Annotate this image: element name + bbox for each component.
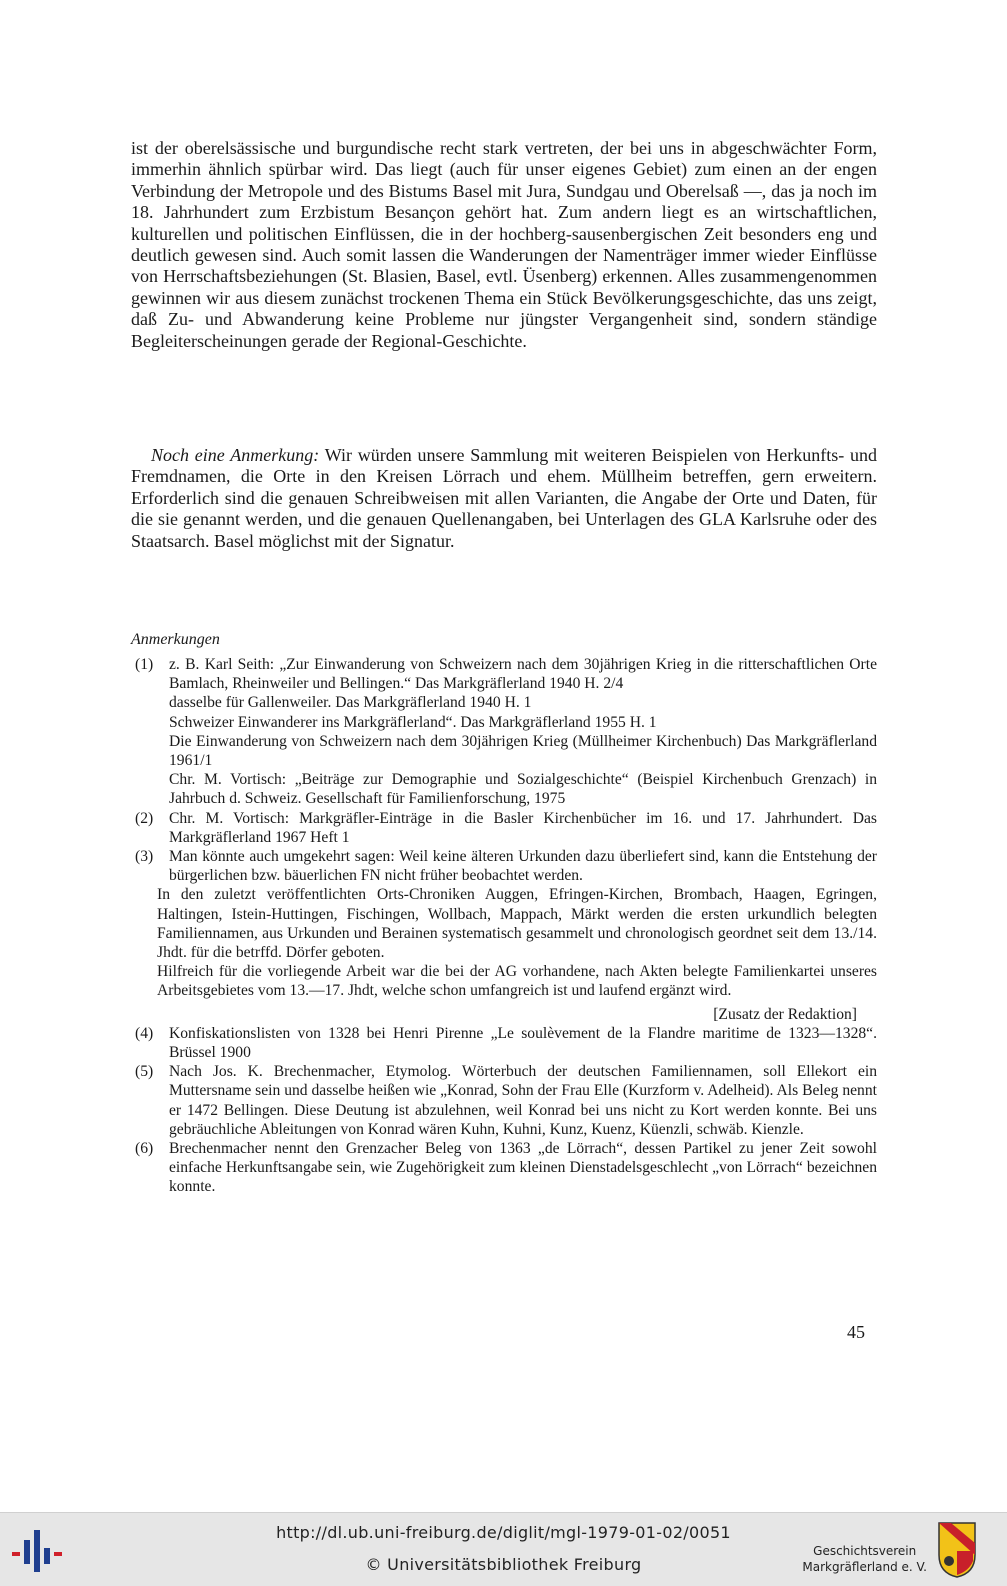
page-number: 45 xyxy=(847,1322,865,1342)
footer-copyright: © Universitätsbibliothek Freiburg xyxy=(365,1555,642,1574)
footnote-line: z. B. Karl Seith: „Zur Einwanderung von Schweizern nach dem 30jährigen Krieg in die ritterschaftlichen Orte Bamlach, Rheinweiler und Bellingen.“ Das Markgräflerland 1940 H. 2/4 xyxy=(169,656,877,693)
footnote-line: Die Einwanderung von Schweizern nach dem 30jährigen Krieg (Müllheimer Kirchenbuch) Das Markgräflerland 1961/1 xyxy=(169,732,877,770)
footnotes xyxy=(131,655,877,1197)
footnote-1 xyxy=(131,655,877,809)
paragraph-lead: Noch eine Anmerkung: xyxy=(151,445,320,465)
footnote-paragraph: In den zuletzt veröffentlichten Orts-Chroniken Auggen, Efringen-Kirchen, Brombach, Haagen, Egringen, Haltingen, Istein-Huttingen, Fischingen, Wollbach, Mappach, Märkt werden die ersten urkundlich belegten Familiennamen, aus Urkunden und Berainen systematisch gesammelt und chronologisch geordnet seit dem 13./14. Jhdt. für die betrffd. Dörfer geboten. xyxy=(157,886,877,962)
footnote-line: Schweizer Einwanderer ins Markgräflerland“. Das Markgräflerland 1955 H. 1 xyxy=(169,713,657,731)
footnote-4 xyxy=(131,1024,877,1062)
footnote-3-continuation xyxy=(131,885,877,1023)
society-name xyxy=(802,1543,927,1575)
footnote-paragraph: Hilfreich für die vorliegende Arbeit war die bei der AG vorhandene, nach Akten belegte Familienkartei unseres Arbeitsgebietes vom 13.—17. Jhdt, welche schon umfangreich ist und laufend ergänzt wird. xyxy=(157,963,877,1000)
notes-heading: Anmerkungen xyxy=(131,631,220,648)
footnote-number: (5) xyxy=(135,1063,154,1081)
footnote-body xyxy=(169,655,877,809)
footnote-number: (4) xyxy=(135,1024,154,1042)
footnote-number: (6) xyxy=(135,1140,154,1158)
footnote-2 xyxy=(131,809,877,847)
paragraph-text: Wir würden unsere Sammlung mit weiteren Beispielen von Herkunfts- und Fremdnamen, die Orte in den Kreisen Lörrach und ehem. Müllheim betreffen, gern erweitern. Erforderlich sind die genauen Schreibweisen mit allen Varianten, die Angabe der Orte und Daten, für die sie genannt werden, und die genauen Quellenangaben, bei Unterlagen des GLA Karlsruhe oder des Staatsarch. Basel möglichst mit der Signatur. xyxy=(131,445,877,551)
footnote-text: Nach Jos. K. Brechenmacher, Etymolog. Wörterbuch der deutschen Familiennamen, soll Ellekort ein Muttersname sein und dasselbe heißen wie „Konrad, Sohn der Frau Elle (Kurzform v. Adelheid). Als Beleg nennt er 1472 Bellingen. Diese Deutung ist abzulehnen, weil Konrad bei uns nicht zu Kort werden konnte. Bei uns gebräuchliche Ableitungen von Konrad wären Kuhn, Kuhni, Kunz, Kuenz, Küenzli, schwäb. Kienzle. xyxy=(169,1063,877,1138)
footer-url-link[interactable]: http://dl.ub.uni-freiburg.de/diglit/mgl-1979-01-02/0051 xyxy=(276,1523,731,1542)
body-paragraph-note xyxy=(131,445,877,552)
footer-bar xyxy=(0,1512,1007,1586)
footnote-text: Brechenmacher nennt den Grenzacher Beleg von 1363 „de Lörrach“, dessen Partikel zu jener Zeit sowohl einfache Herkunftsangabe sein, wie Zugehörigkeit zum kleinen Dienstadelsgeschlecht „von Lörrach“ bezeichnen konnte. xyxy=(169,1140,877,1196)
footnote-text: Man könnte auch umgekehrt sagen: Weil keine älteren Urkunden dazu überliefert sind, kann die Entstehung der bürgerlichen bzw. bäuerlichen FN nicht früher beobachtet werden. xyxy=(169,848,877,885)
footnote-number: (3) xyxy=(135,848,154,866)
coat-of-arms-icon xyxy=(937,1521,977,1579)
footnote-3 xyxy=(131,847,877,885)
footnote-5 xyxy=(131,1062,877,1139)
editorial-note: [Zusatz der Redaktion] xyxy=(713,1005,857,1023)
footnote-number: (2) xyxy=(135,809,154,827)
footnote-line: dasselbe für Gallenweiler. Das Markgräflerland 1940 H. 1 xyxy=(169,694,532,712)
society-line: Markgräflerland e. V. xyxy=(802,1560,927,1574)
footnote-number: (1) xyxy=(135,656,154,673)
body-paragraph: ist der oberelsässische und burgundische recht stark vertreten, der bei uns in abgeschwächter Form, immerhin ähnlich spürbar wird. Das liegt (auch für unser eigenes Gebiet) zum einen an der engen Verbindung der Metropole und des Bistums Basel mit Jura, Sundgau und Oberelsaß —, das ja noch im 18. Jahrhundert zum Erzbistum Besançon gehört hat. Zum andern liegt es an wirtschaftlichen, kulturellen und politischen Einflüssen, die in der hochberg-sausenbergischen Zeit besonders eng und deutlich gewesen sind. Auch somit lassen die Wanderungen der Namenträger immer wieder Einflüsse von Herrschaftsbeziehungen (St. Blasien, Basel, evtl. Üsenberg) erkennen. Alles zusammengenommen gewinnen wir aus diesem zunächst trockenen Thema ein Stück Bevölkerungsgeschichte, das uns zeigt, daß Zu- und Abwanderung keine Probleme nur jüngster Vergangenheit sind, sondern ständige Begleiterscheinungen gerade der Regional-Geschichte. xyxy=(131,138,877,351)
footnote-text: Konfiskationslisten von 1328 bei Henri Pirenne „Le soulèvement de la Flandre maritime de 1323—1328“. Brüssel 1900 xyxy=(169,1024,877,1062)
footnote-line: Chr. M. Vortisch: „Beiträge zur Demographie und Sozialgeschichte“ (Beispiel Kirchenbuch Grenzach) in Jahrbuch d. Schweiz. Gesellschaft für Familienforschung, 1975 xyxy=(169,771,877,808)
society-line: Geschichtsverein xyxy=(813,1544,917,1558)
footnote-6 xyxy=(131,1139,877,1197)
footnote-text: Chr. M. Vortisch: Markgräfler-Einträge in die Basler Kirchenbücher im 16. und 17. Jahrhundert. Das Markgräflerland 1967 Heft 1 xyxy=(169,809,877,846)
